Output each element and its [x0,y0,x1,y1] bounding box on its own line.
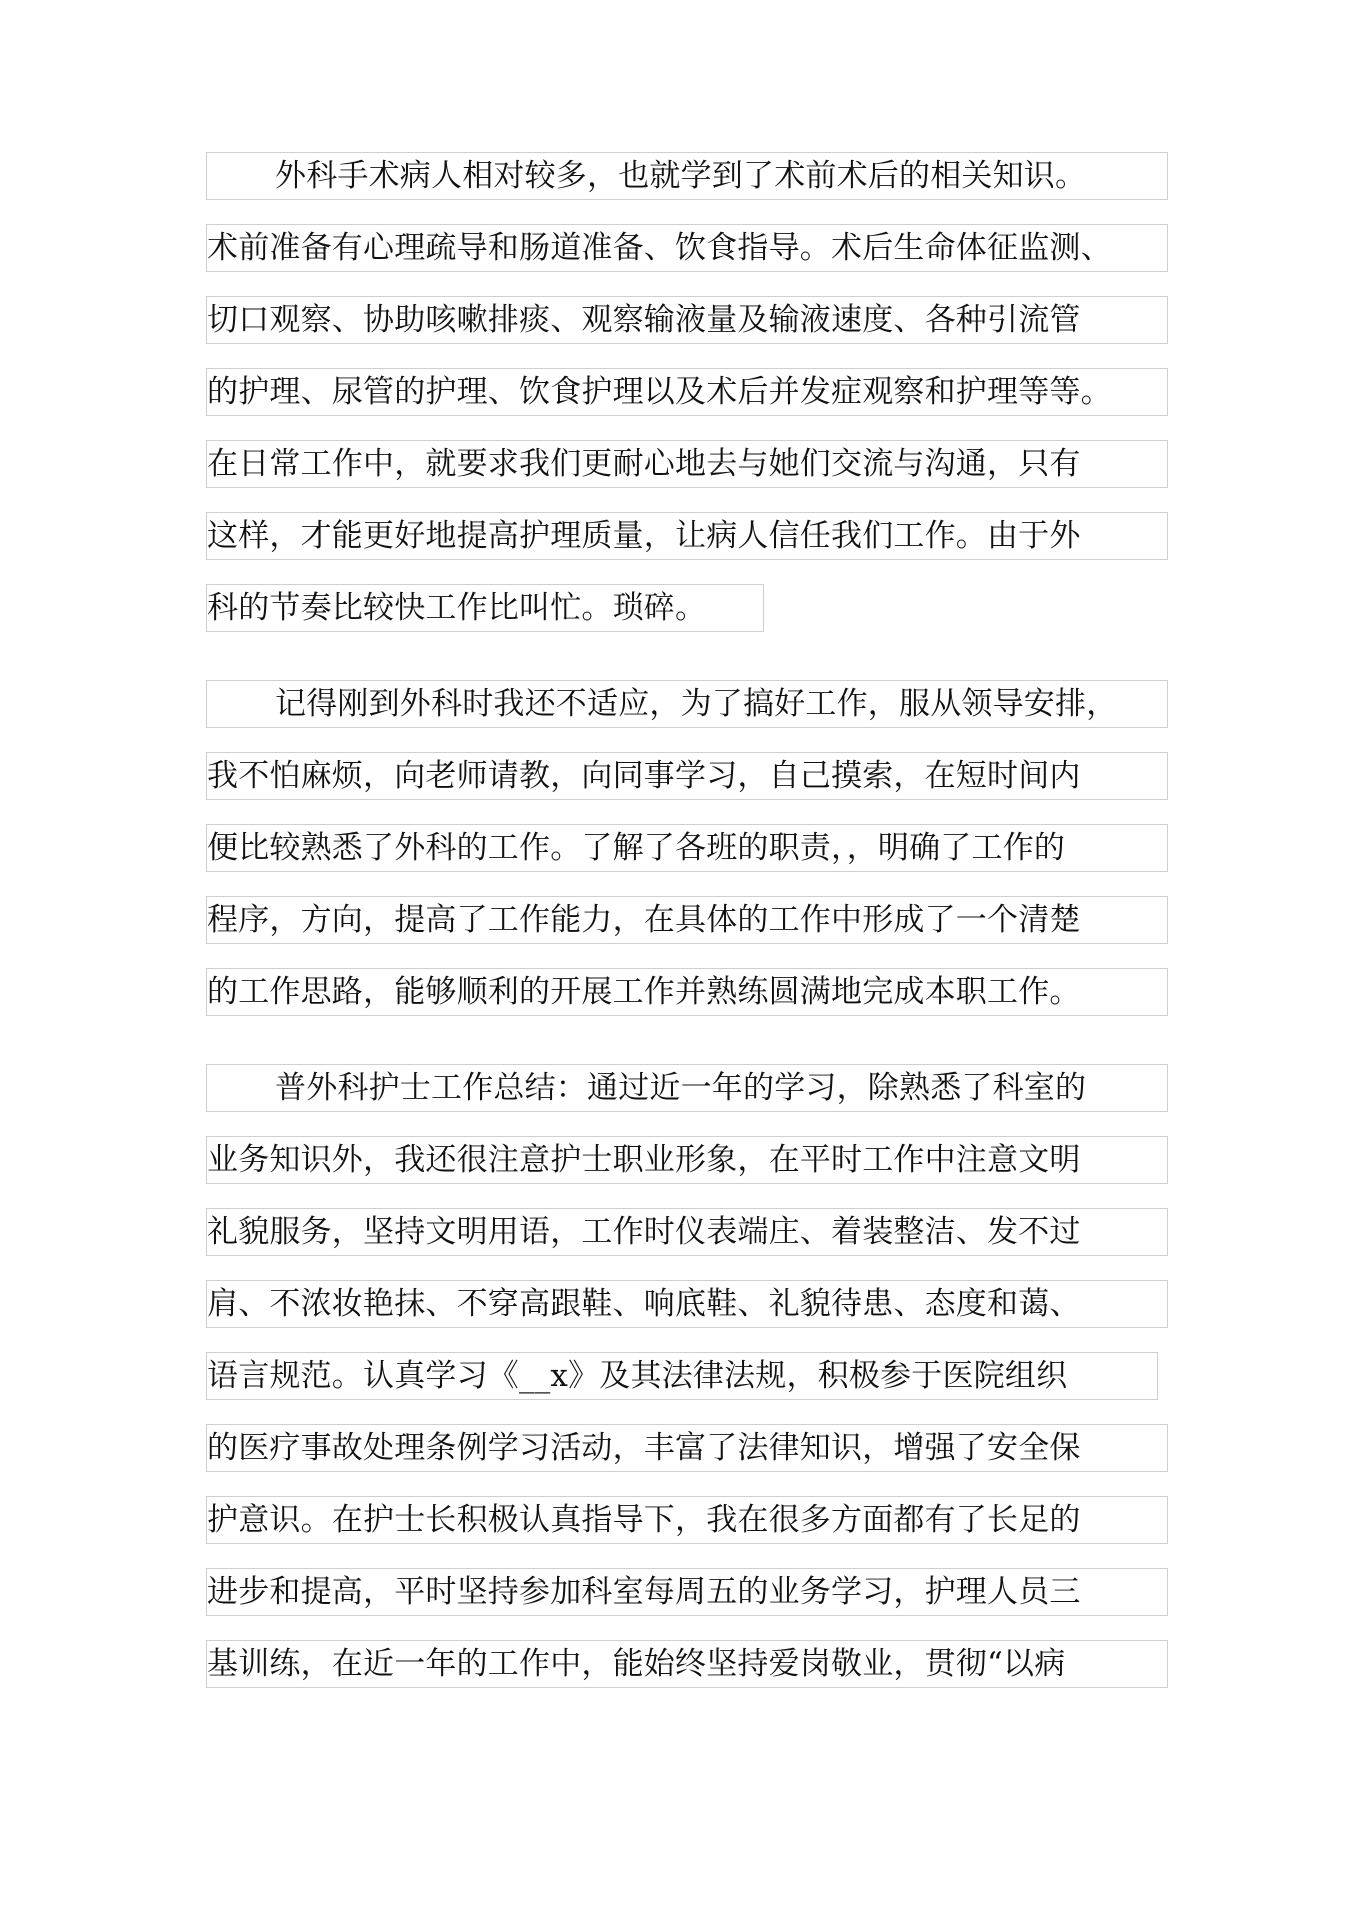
paragraph-line: 程序，方向，提高了工作能力，在具体的工作中形成了一个清楚 [206,896,1168,944]
paragraph-line: 术前准备有心理疏导和肠道准备、饮食指导。术后生命体征监测、 [206,224,1168,272]
paragraph-line: 业务知识外，我还很注意护士职业形象，在平时工作中注意文明 [206,1136,1168,1184]
paragraph-line: 的医疗事故处理条例学习活动，丰富了法律知识，增强了安全保 [206,1424,1168,1472]
paragraph-line: 科的节奏比较快工作比叫忙。琐碎。 [206,584,764,632]
paragraph-line: 记得刚到外科时我还不适应，为了搞好工作，服从领导安排， [206,680,1168,728]
paragraph-line: 便比较熟悉了外科的工作。了解了各班的职责，，明确了工作的 [206,824,1168,872]
paragraph-line: 的工作思路，能够顺利的开展工作并熟练圆满地完成本职工作。 [206,968,1168,1016]
paragraph-line: 在日常工作中，就要求我们更耐心地去与她们交流与沟通，只有 [206,440,1168,488]
paragraph-line: 护意识。在护士长积极认真指导下，我在很多方面都有了长足的 [206,1496,1168,1544]
paragraph-line: 这样，才能更好地提高护理质量，让病人信任我们工作。由于外 [206,512,1168,560]
paragraph-line: 进步和提高，平时坚持参加科室每周五的业务学习，护理人员三 [206,1568,1168,1616]
paragraph-line: 普外科护士工作总结：通过近一年的学习，除熟悉了科室的 [206,1064,1168,1112]
paragraph-line: 我不怕麻烦，向老师请教，向同事学习，自己摸索，在短时间内 [206,752,1168,800]
paragraph-line: 基训练，在近一年的工作中，能始终坚持爱岗敬业，贯彻“以病 [206,1640,1168,1688]
paragraph-line: 礼貌服务，坚持文明用语，工作时仪表端庄、着装整洁、发不过 [206,1208,1168,1256]
paragraph-line: 语言规范。认真学习《__x》及其法律法规，积极参于医院组织 [206,1352,1158,1400]
paragraph-line: 外科手术病人相对较多，也就学到了术前术后的相关知识。 [206,152,1168,200]
paragraph-line: 切口观察、协助咳嗽排痰、观察输液量及输液速度、各种引流管 [206,296,1168,344]
paragraph-line: 的护理、尿管的护理、饮食护理以及术后并发症观察和护理等等。 [206,368,1168,416]
paragraph-line: 肩、不浓妆艳抹、不穿高跟鞋、响底鞋、礼貌待患、态度和蔼、 [206,1280,1168,1328]
